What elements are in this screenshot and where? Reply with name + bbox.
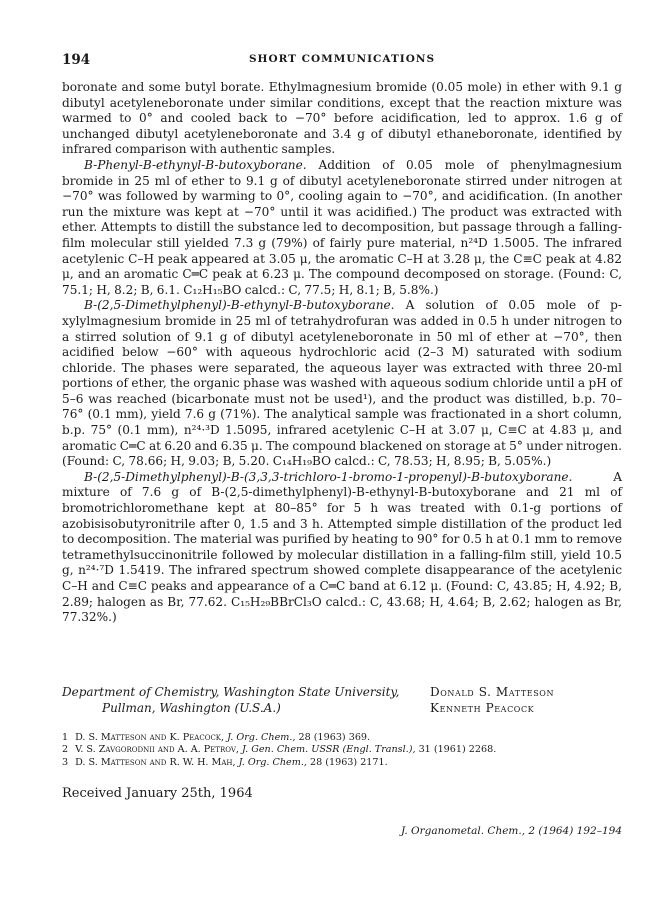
reference-2: 2 V. S. Zavgorodnii and A. A. Petrov, J. Gen. Chem. USSR (Engl. Transl.), 31 (1961) 2268.	[62, 744, 497, 756]
paragraph-1: boronate and some butyl borate. Ethylmagnesium bromide (0.05 mole) in ether with 9.1 g dibutyl acetyleneboronate under similar conditions, except that the reaction mixture was warmed to 0° and cooled back to −70° before acidification, led to approx. 1.6 g of unchanged dibutyl acetyleneboronate and 3.4 g of dibutyl ethaneboronate, identified by infrared comparison with authentic samples.	[62, 80, 622, 157]
paragraph-2-text: Addition of 0.05 mole of phenylmagnesium bromide in 25 ml of ether to 9.1 g of dibutyl acetyleneboronate stirred under nitrogen at −70° was followed by warming to 0°, cooling again to −70°, and acidification. (In another run the mixture was kept at −70° until it was acidified.) The product was extracted with ether. Attempts to distill the substance led to decomposition, but passage through a falling-film molecular still yielded 7.3 g (79%) of fairly pure material, n²⁴D 1.5005. The infrared acetylenic C–H peak appeared at 3.05 μ, the aromatic C–H at 3.28 μ, the C≡C peak at 4.82 μ, and an aromatic C═C peak at 6.23 μ. The compound decomposed on storage. (Found: C, 75.1; H, 8.2; B, 6.1. C₁₂H₁₅BO calcd.: C, 77.5; H, 8.1; B, 5.8%.)	[62, 157, 622, 297]
city: Pullman, Washington (U.S.A.)	[102, 701, 281, 715]
running-head	[62, 52, 622, 68]
page-number: 194	[62, 52, 91, 68]
compound-title-1: B-Phenyl-B-ethynyl-B-butoxyborane.	[84, 157, 307, 172]
received-date: Received January 25th, 1964	[62, 786, 253, 801]
paragraph-4-text: A mixture of 7.6 g of B-(2,5-dimethylphenyl)-B-ethynyl-B-butoxyborane and 21 ml of bromotrichloromethane kept at 80–85° for 5 h was treated with 0.1-g portions of azobisisobutyronitrile after 0, 1.5 and 3 h. Attempted simple distillation of the product led to decomposition. The material was purified by heating to 90° for 0.5 h at 0.1 mm to remove tetramethylsuccinonitrile followed by molecular distillation in a falling-film still, yield 10.5 g, n²⁴·⁷D 1.5419. The infrared spectrum showed complete disappearance of the acetylenic C–H and C≡C peaks and appearance of a C═C band at 6.12 μ. (Found: C, 43.85; H, 4.92; B, 2.89; halogen as Br, 77.62. C₁₅H₂₉BBrCl₃O calcd.: C, 43.68; H, 4.64; B, 2.62; halogen as Br, 77.32%.)	[62, 469, 622, 625]
affiliation-block	[62, 684, 622, 720]
reference-1: 1 D. S. Matteson and K. Peacock, J. Org. Chem., 28 (1963) 369.	[62, 732, 371, 743]
references	[62, 732, 622, 769]
department: Department of Chemistry, Washington State University,	[62, 685, 400, 699]
paragraph-3-text: A solution of 0.05 mole of p-xylylmagnesium bromide in 25 ml of tetrahydrofuran was added in 0.5 h under nitrogen to a stirred solution of 9.1 g of dibutyl acetyleneboronate in 50 ml of ether at −70°, then acidified below −60° with aqueous hydrochloric acid (2–3 M) saturated with sodium chloride. The phases were separated, the aqueous layer was extracted with three 20-ml portions of ether, the organic phase was washed with aqueous sodium chloride until a pH of 5–6 was reached (bicarbonate must not be used¹), and the product was distilled, b.p. 70–76° (0.1 mm), yield 7.6 g (71%). The analytical sample was fractionated in a short column, b.p. 75° (0.1 mm), n²⁴·³D 1.5095, infrared acetylenic C–H at 3.07 μ, C≡C at 4.83 μ, and aromatic C═C at 6.20 and 6.35 μ. The compound blackened on storage at 5° under nitrogen. (Found: C, 78.66; H, 9.03; B, 5.20. C₁₄H₁₉BO calcd.: C, 78.53; H, 8.95; B, 5.05%.)	[62, 298, 622, 469]
compound-title-2: B-(2,5-Dimethylphenyl)-B-ethynyl-B-butoxyborane.	[84, 298, 395, 313]
paragraph-2	[62, 158, 622, 298]
paragraph-3	[62, 298, 622, 470]
reference-3: 3 D. S. Matteson and R. W. H. Mah, J. Org. Chem., 28 (1963) 2171.	[62, 756, 388, 768]
article-body	[62, 80, 622, 626]
author-1: Donald S. Matteson	[430, 685, 555, 699]
paragraph-4	[62, 470, 622, 626]
author-2: Kenneth Peacock	[430, 701, 535, 715]
section-title: SHORT COMMUNICATIONS	[248, 53, 436, 65]
journal-citation: J. Organometal. Chem., 2 (1964) 192–194	[400, 825, 622, 837]
compound-title-3: B-(2,5-Dimethylphenyl)-B-(3,3,3-trichloro-1-bromo-1-propenyl)-B-butoxyborane.	[84, 469, 573, 484]
